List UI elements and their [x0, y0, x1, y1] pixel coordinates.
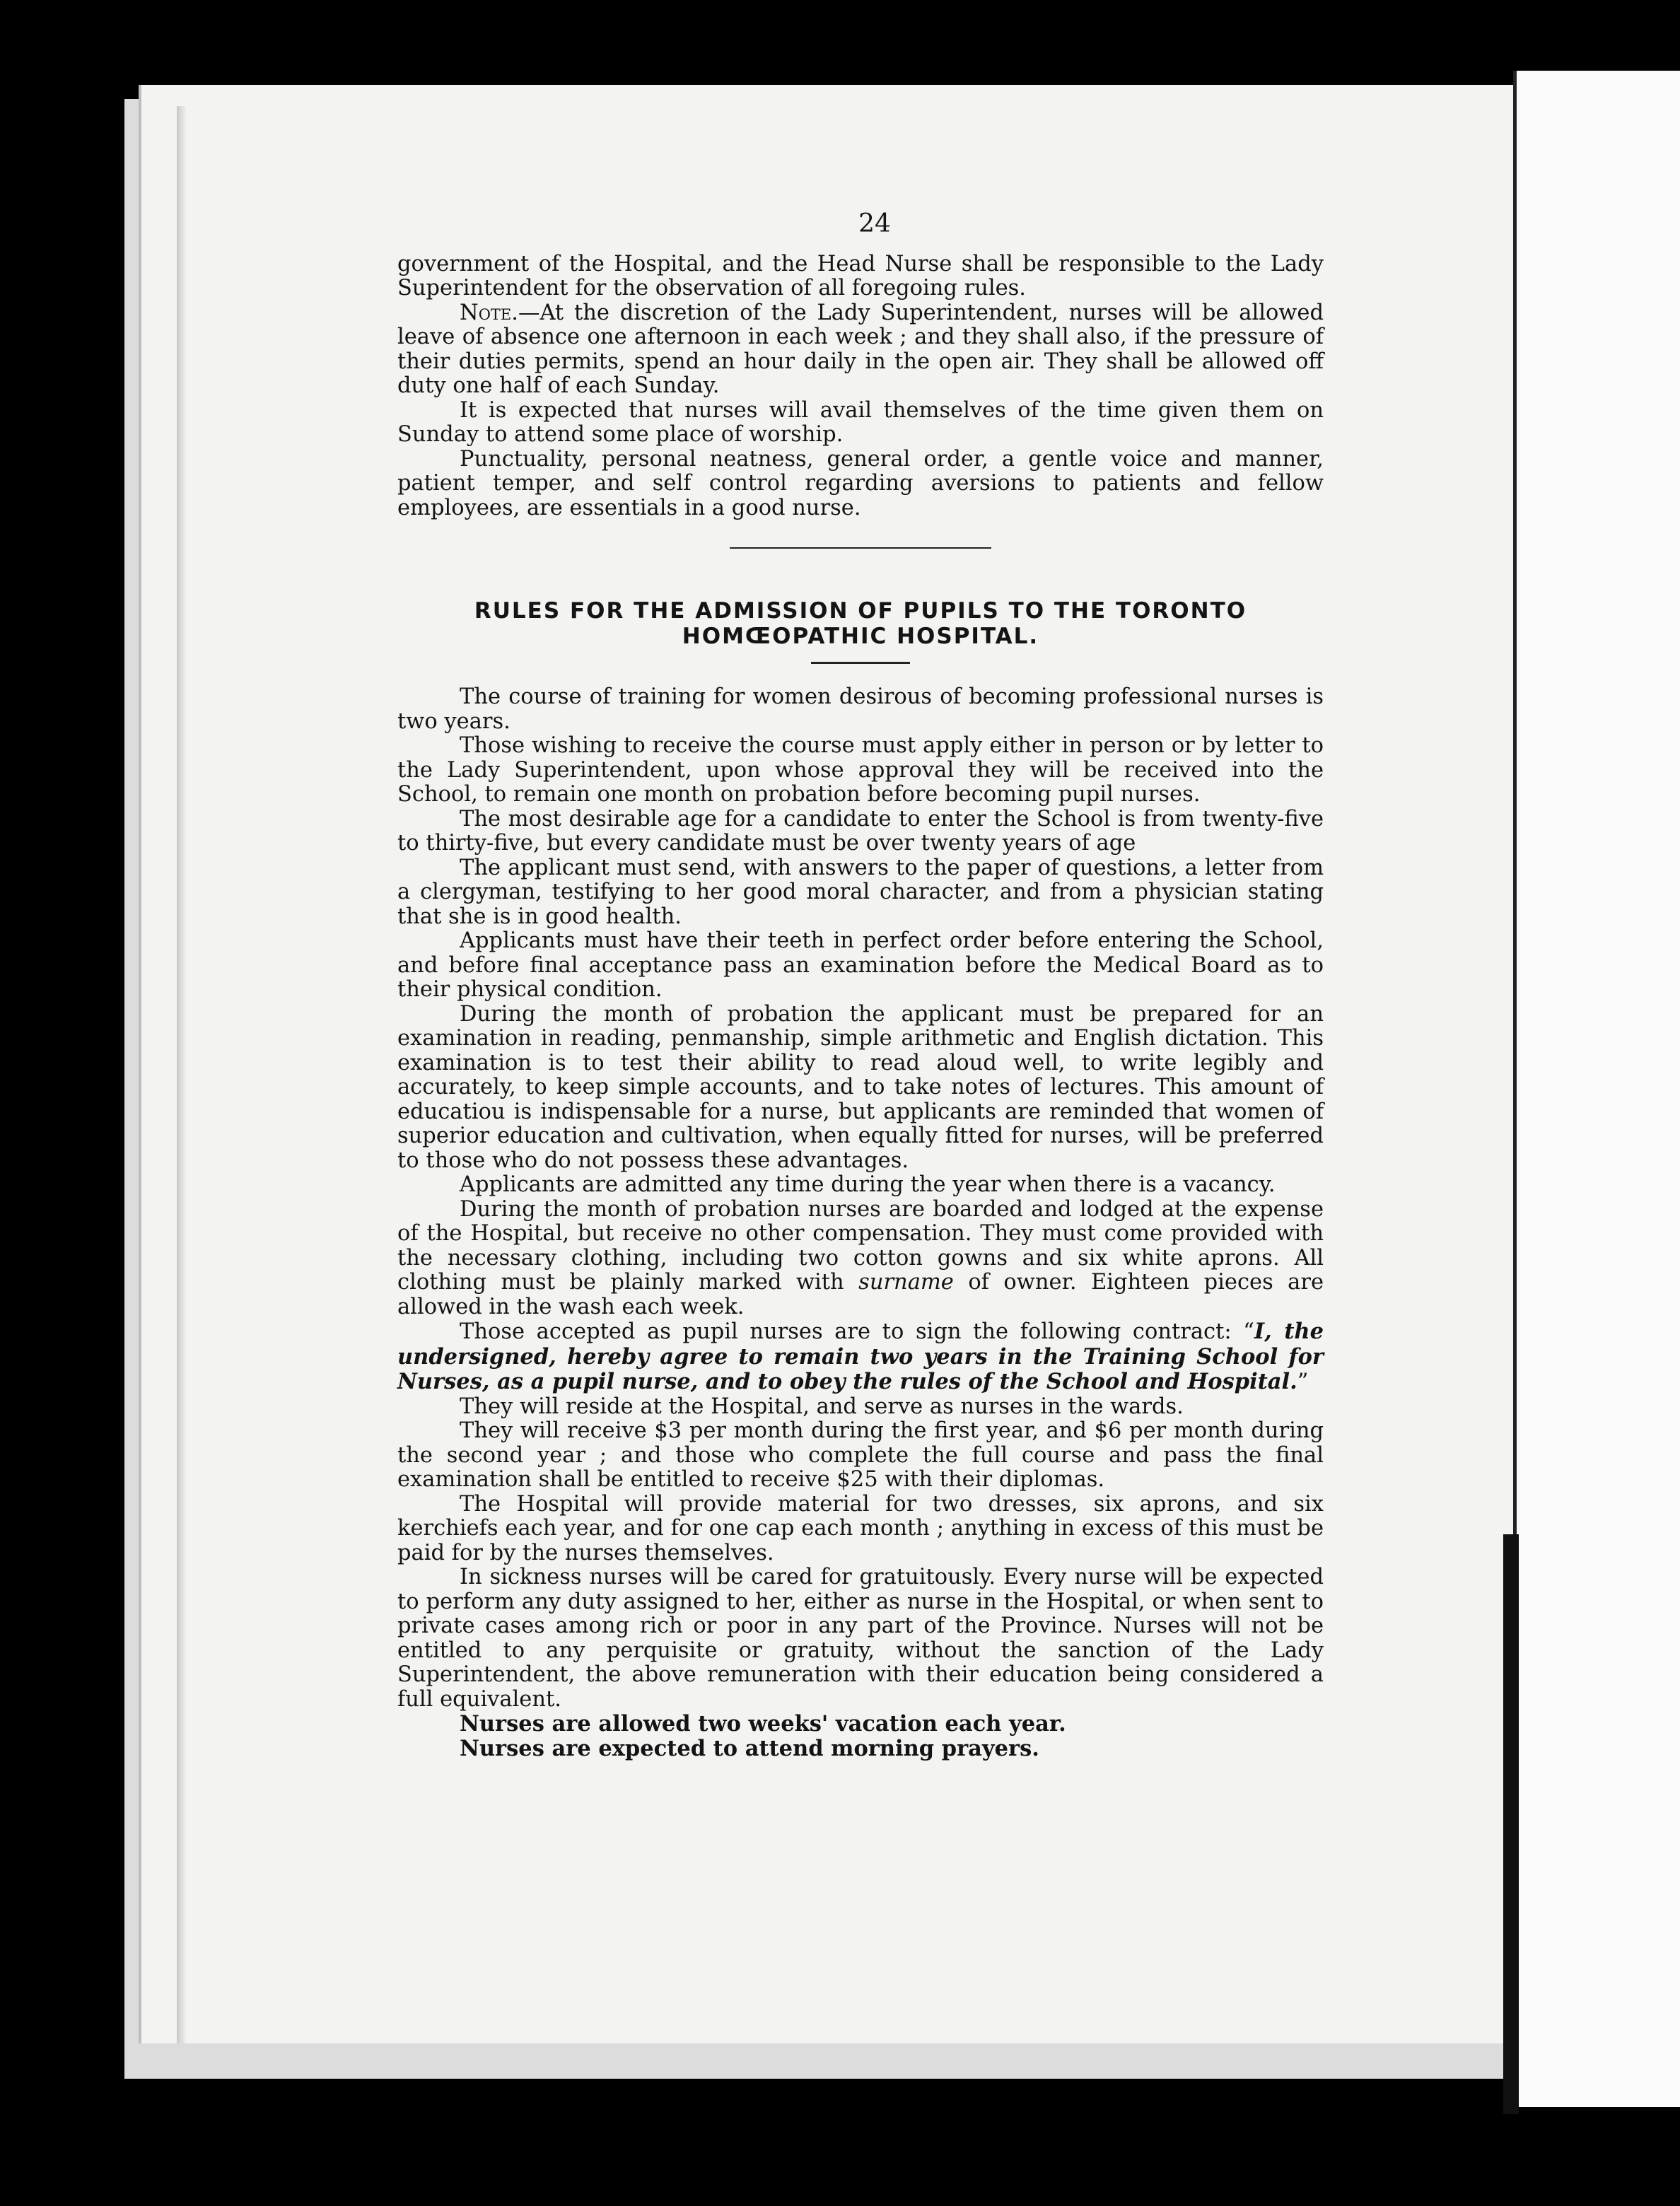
heading-rule: [811, 662, 910, 664]
contract-text: I, the undersigned, hereby agree to remain two years in the Training School for Nurses, as a pupil nurse, and to obey the rules of the School and Hospital.: [397, 1319, 1324, 1394]
rule-paragraph-contract: [397, 1319, 1324, 1395]
rule-paragraph-clothing: [397, 1198, 1324, 1320]
paragraph-text: of owner. Eighteen pieces are allowed in the wash each week.: [397, 1270, 1324, 1319]
binding-strip: [1503, 1534, 1519, 2114]
rule-paragraph-examination: During the month of probation the applicant must be prepared for an examination in reading, penmanship, simple arithmetic and English dictation. This examination is to test their ability to read aloud well, to write legibly and accurately, to keep simple accounts, and to take notes of lectures. This amount of educatiou is indispensable for a nurse, but applicants are reminded that women of superior education and cultivation, when equally fitted for nurses, will be preferred to those who do not possess these advantages.: [397, 1001, 1324, 1173]
paragraph-text: During the month of probation nurses are boarded and lodged at the expense of the Hospital, but receive no other compensation. They must come provided with the necessary clothing, including two cotton gowns and six white aprons. All clothing must be plainly marked with: [397, 1196, 1324, 1295]
paragraph-punctuality: [397, 448, 1324, 521]
page-number: 24: [858, 209, 891, 238]
rule-paragraph-letter: The applicant must send, with answers to the paper of questions, a letter from a clergyman, testifying to her good moral character, and from a physician stating that she is in good health.: [397, 855, 1324, 929]
rules-heading-line1: RULES FOR THE ADMISSION OF PUPILS TO THE TORONTO: [474, 598, 1247, 624]
rule-paragraph-reside: They will reside at the Hospital, and serve as nurses in the wards.: [460, 1394, 1184, 1419]
rule-paragraph-material: The Hospital will provide material for two dresses, six aprons, and six kerchiefs each year, and for one cap each month ; anything in excess of this must be paid for by the nurses themselves.: [397, 1491, 1324, 1565]
surname-word: surname: [858, 1270, 954, 1295]
page-edge-shadow: [177, 106, 187, 2043]
rule-paragraph-course: The course of training for women desirous of becoming professional nurses is two years.: [397, 684, 1324, 734]
note-lead: Note.: [460, 300, 518, 325]
rules-heading-line2: HOMŒOPATHIC HOSPITAL.: [682, 624, 1039, 649]
paragraph-text: —At the discretion of the Lady Superintendent, nurses will be allowed leave of absence one afternoon in each week ; and they shall also, if the pressure of their duties permits, spend an hour daily in the open air. They shall be allowed off duty one half of each Sunday.: [397, 300, 1324, 398]
rule-paragraph-apply: Those wishing to receive the course must apply either in person or by letter to the Lady Superintendent, upon whose approval they will be received into the School, to remain one month on probation before becoming pupil nurses.: [397, 733, 1324, 807]
paragraph-hospital-government: [397, 252, 1324, 301]
rule-paragraph-age: The most desirable age for a candidate to enter the School is from twenty-five to thirty-five, but every candidate must be over twenty years of age: [397, 806, 1324, 856]
paragraph-text: It is expected that nurses will avail themselves of the time given them on Sunday to attend some place of worship.: [397, 397, 1324, 447]
paragraph-text: Those accepted as pupil nurses are to sign the following contract: “: [460, 1319, 1254, 1344]
paragraph-note: [397, 301, 1324, 399]
rule-paragraph-pay: They will receive $3 per month during the first year, and $6 per month during the second year ; and those who complete the full course and pass the final examination shall be entitled to receive $25 with their diplomas.: [397, 1418, 1324, 1492]
section-divider: [730, 547, 991, 549]
paragraph-text: government of the Hospital, and the Head Nurse shall be responsible to the Lady Superintendent for the observation of all foregoing rules.: [397, 251, 1324, 300]
page-text: [397, 209, 1324, 1761]
paragraph-sunday-worship: [397, 399, 1324, 448]
paragraph-text: Punctuality, personal neatness, general order, a gentle voice and manner, patient temper, and self control regarding aversions to patients and fellow employees, are essentials in a good nurse.: [397, 446, 1324, 520]
rule-paragraph-teeth: Applicants must have their teeth in perfect order before entering the School, and before final acceptance pass an examination before the Medical Board as to their physical condition.: [397, 928, 1324, 1002]
facing-page: [1513, 71, 1680, 2107]
rule-paragraph-vacancy: Applicants are admitted any time during the year when there is a vacancy.: [460, 1172, 1276, 1197]
rule-paragraph-vacation: Nurses are allowed two weeks' vacation each year.: [460, 1711, 1066, 1737]
rule-paragraph-sickness: In sickness nurses will be cared for gratuitously. Every nurse will be expected to perform any duty assigned to her, either as nurse in the Hospital, or when sent to private cases among rich or poor in any part of the Province. Nurses will not be entitled to any perquisite or gratuity, without the sanction of the Lady Superintendent, the above remuneration with their education being considered a full equivalent.: [397, 1565, 1324, 1712]
rule-paragraph-prayers: Nurses are expected to attend morning prayers.: [460, 1735, 1039, 1761]
paragraph-text: ”: [1297, 1370, 1309, 1394]
